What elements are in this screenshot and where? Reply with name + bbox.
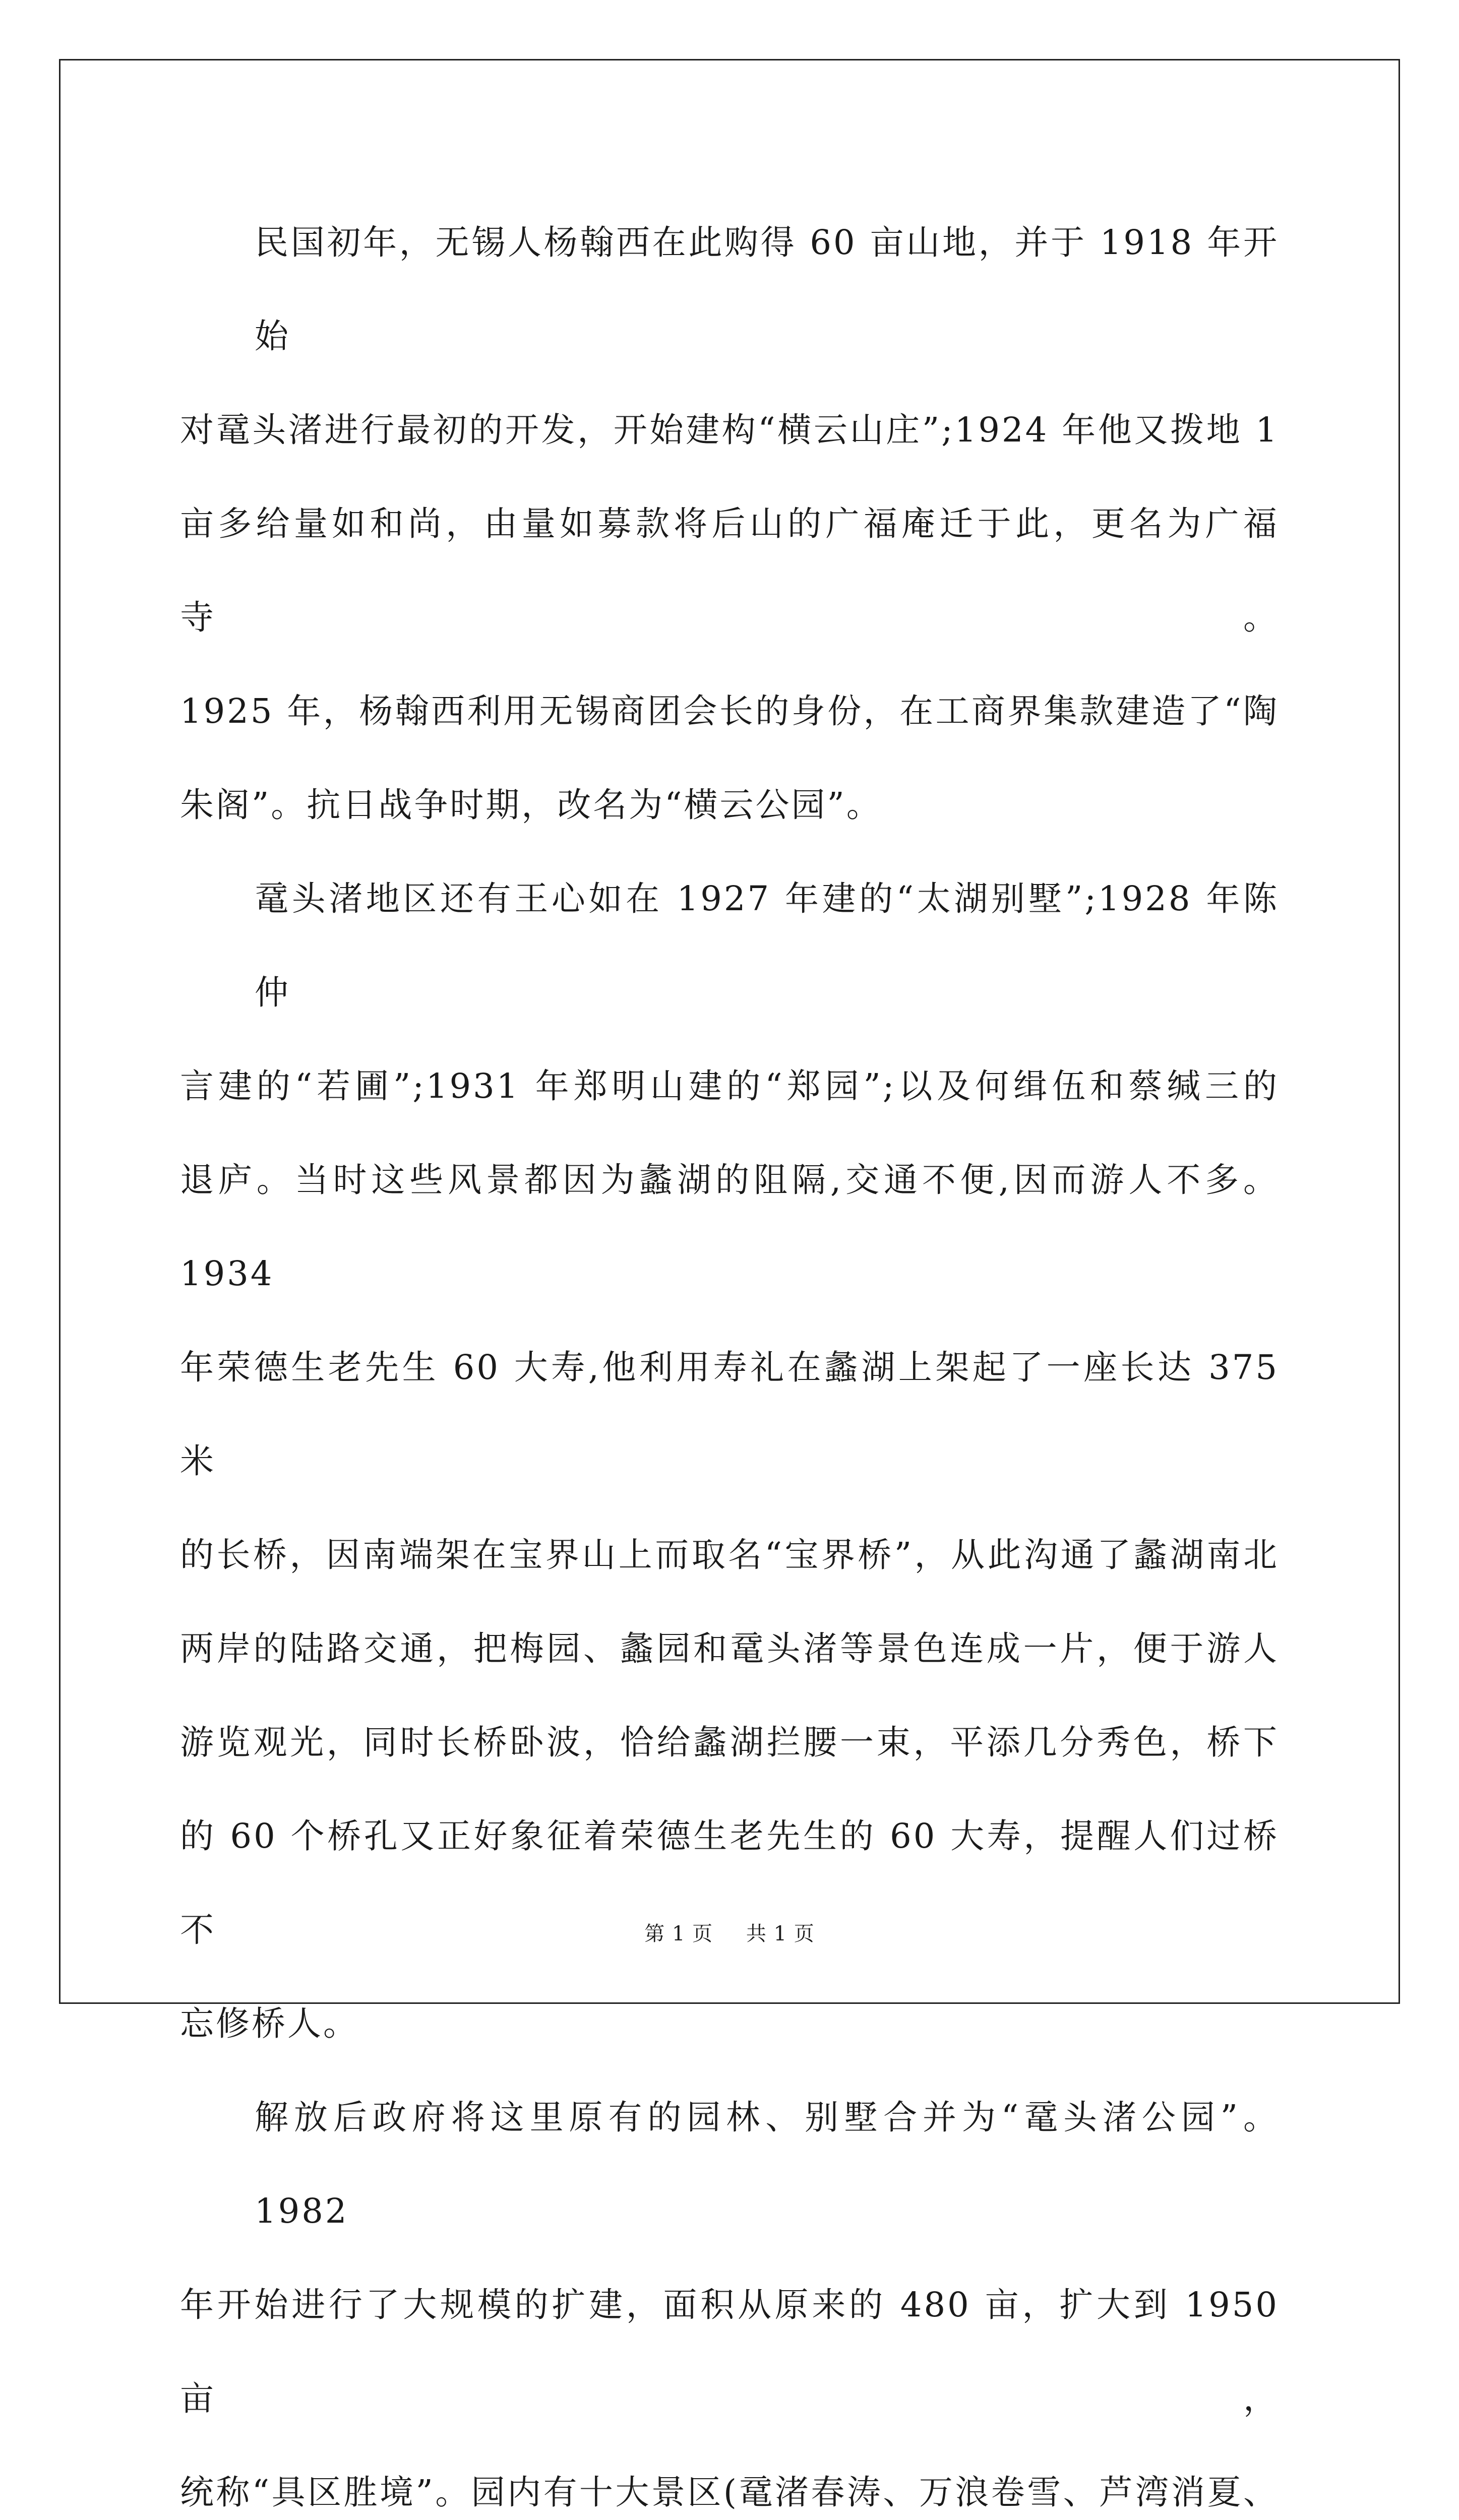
paragraph-3 — [180, 2070, 1279, 2520]
text-line: 游览观光，同时长桥卧波，恰给蠡湖拦腰一束，平添几分秀色，桥下 — [180, 1723, 1279, 1762]
text-line: 对鼋头渚进行最初的开发，开始建构“横云山庄”;1924 年他又拨地 1 — [180, 410, 1279, 450]
text-line: 亩多给量如和尚，由量如募款将后山的广福庵迁于此，更名为广福寺。 — [180, 504, 1279, 637]
text-line: 解放后政府将这里原有的园林、别墅合并为“鼋头渚公园”。1982 — [255, 2098, 1279, 2231]
text-line: 年荣德生老先生 60 大寿,他利用寿礼在蠡湖上架起了一座长达 375 米 — [180, 1348, 1279, 1481]
text-line: 鼋头渚地区还有王心如在 1927 年建的“太湖别墅”;1928 年陈仲 — [255, 879, 1279, 1012]
text-line: 民国初年，无锡人杨翰西在此购得 60 亩山地，并于 1918 年开始 — [255, 223, 1279, 356]
page-number: 第 1 页 — [644, 1922, 713, 1945]
text-line: 统称“具区胜境”。园内有十大景区(鼋渚春涛、万浪卷雪、芦湾消夏、 — [180, 2473, 1279, 2512]
document-body — [180, 196, 1279, 2520]
text-line: 的长桥，因南端架在宝界山上而取名“宝界桥”，从此沟通了蠡湖南北 — [180, 1535, 1279, 1574]
text-line: 的 60 个桥孔又正好象征着荣德生老先生的 60 大寿，提醒人们过桥不 — [180, 1816, 1279, 1949]
text-line: 忘修桥人。 — [180, 2004, 359, 2043]
page-total: 共 1 页 — [746, 1922, 815, 1945]
text-line: 两岸的陆路交通，把梅园、蠡园和鼋头渚等景色连成一片，便于游人 — [180, 1629, 1279, 1668]
text-line: 退庐。当时这些风景都因为蠡湖的阻隔,交通不便,因而游人不多。1934 — [180, 1160, 1279, 1293]
paragraph-1 — [180, 196, 1279, 852]
text-line: 1925 年，杨翰西利用无锡商团会长的身份，在工商界集款建造了“陶 — [180, 691, 1279, 731]
text-line: 朱阁”。抗日战争时期，改名为“横云公园”。 — [180, 785, 882, 825]
page-footer — [0, 1918, 1459, 1946]
text-line: 年开始进行了大规模的扩建，面积从原来的 480 亩，扩大到 1950 亩， — [180, 2285, 1279, 2418]
text-line: 言建的“若圃”;1931 年郑明山建的“郑园”;以及何缉伍和蔡缄三的 — [180, 1066, 1279, 1106]
paragraph-2 — [180, 852, 1279, 2070]
